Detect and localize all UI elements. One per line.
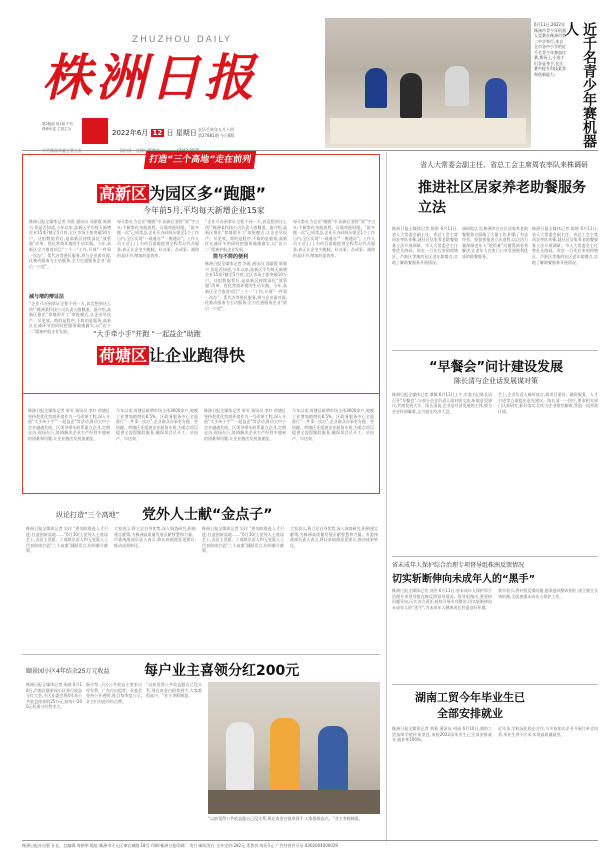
gaoxin-box xyxy=(22,154,380,394)
gaoxin-col4: 每天都在为企业“跑腿”中,高新区坚持“放”字当头,不断简化审批流程、压缩审批时限。“最多跑一次”已成常态,企业开办时间压缩至1个工作日内,全区实现“一网通办”“一窗通办”。工作人员主动上门,为项目落地提供全程帮办代办服务,真正让企业少跑腿、好办事、办成事。减掉的是环节,增加的是效率。 xyxy=(293,219,375,258)
warning-col1: 株洲日报全媒体记者 刘芳 6月11日,省未成年人保护综合治理专项督导组在株反馈督导情况。督导组指出,要坚持问题导向,压实各方责任,持续开展专项整治,切实斩断伸向未成年人的“黑手”,为未成年人健康成长营造良好环境。 xyxy=(392,588,492,610)
dividend-col2: 据介绍,小区公共收益主要来自停车费、广告位出租等。业委会坚持公开透明,账目每季度公示,业主们对此纷纷点赞。 xyxy=(86,682,142,704)
gaoxin-sub2: 简与不简的便利 xyxy=(213,254,249,260)
photo-figure-3 xyxy=(445,66,469,106)
gaoxin-col2: 每天都在为企业“跑腿”中,高新区坚持“放”字当头,不断简化审批流程、压缩审批时限。“最多跑一次”已成常态,企业开办时间压缩至1个工作日内,全区实现“一网通办”“一窗通办”。工作人员主动上门,为项目落地提供全程帮办代办服务,真正让企业少跑腿、好办事、办成事。减掉的是环节,增加的是效率。 xyxy=(117,219,199,258)
dinner-headline: “早餐会”问计建设发展 xyxy=(428,360,564,375)
date-month: 2022年6月 xyxy=(112,129,149,137)
hunan-headline: 湖南工贸今年毕业生已全部安排就业 xyxy=(415,691,525,720)
hetang-headline xyxy=(97,343,245,366)
aid-col2: 调研组认为,株洲市在社区居家养老助餐服务方面做了大量工作,积累了有益经验。要加快推进立法进程,以法治力量保障老年人“吃饭难”问题得到有效解决,让老年人在家门口享受到便利优质的助餐服务。 xyxy=(462,226,528,259)
gaoxin-headline-red: 高新区 xyxy=(99,184,148,203)
hetang-col3: 株洲日报全媒体记者 周芳 通讯员 李红 荷塘区坚持把优化营商环境作为一号改革工程,深入开展“大手牵小手”“一起益企”等活动,推动大中小企业融通发展。区领导带头联系重点企业,定期走访,现场办公,协调解决企业生产经营中遇到的困难和问题,让企业跑出发展加速度。 xyxy=(204,408,286,441)
dividend-col1: 株洲日报全媒体记者 朱晓 6月10日,芦淞区颐景园小区举行收益分红大会,小区业委会将4年来公共收益结余的25万元,按每户200元标准分红给业主。 xyxy=(26,682,82,710)
paper-name-cn: 株洲日报 xyxy=(42,48,258,107)
dividend-figure-2 xyxy=(270,718,300,794)
divider-dinner xyxy=(392,556,598,557)
dividend-table xyxy=(208,790,380,814)
aid-headline: 推进社区居家养老助餐服务立法 xyxy=(418,180,586,216)
warning-col2: 我市表示,将对照反馈问题,逐条逐项整改到位,建立健全长效机制,全面加强未成年人保护工作。 xyxy=(498,588,598,599)
gaoxin-col3b: 株洲日报全媒体记者 刘嘉 通讯员 刘淑霞 陈鼎兴 你是否知道,今年以来,高新区平均每天新增企业15家?截至5月底,全区市场主体突破10万户。这组数据背后,是高新区持续深化“放管服”改革、优化营商环境的生动实践。今年,高新区全力推进项目“三个一”工作,开展“一件事一次办”、帮代办等便民服务,将与企业面对面,化被动服务为主动服务,全力打通服务企业“最后一公里”。 xyxy=(205,261,287,311)
hetang-headline-red: 荷塘区 xyxy=(99,346,148,365)
photo-table xyxy=(330,118,526,144)
dividend-photo xyxy=(208,682,380,814)
gaoxin-headline-rest: 为园区多“跑腿” xyxy=(149,184,267,203)
hetang-headline-rest: 让企业跑得快 xyxy=(149,346,246,365)
robot-photo xyxy=(325,18,531,148)
gaoxin-col1b: “企业开办到拿证全程不到一天,真没想到这么快!”株洲某科技公司负责人感慨道。据介绍,高新区推出“拿地即开工”审批模式,让企业早投产、早见效。简的是程序,不简的是服务,高新区在减环节的同时把服务做细做实,以“店小二”精神护航企业发展。 xyxy=(29,301,111,334)
photo-figure-1 xyxy=(365,68,387,108)
aid-col1: 株洲日报全媒体记者 陈婷 6月11日,省人大常委会副主任、省总工会主席周农率队来株,就社区居家养老助餐服务立法开展调研。市人大常委会主任曾佐凡陪同。周农一行先后来到荷塘区、芦淞区等地的社区老年助餐点,实地了解助餐服务开展情况。 xyxy=(392,226,458,265)
dinner-col1: 株洲日报全媒体记者 谭敏 6月11日上午,市委书记陈长清召开“早餐会”,与部分企业负责人面对面交流,听取意见建议,共商发展大计。陈长清说,企业是经济发展的主体,要为企业纾困解难,全力稳住经济大盘。 xyxy=(392,392,492,414)
dividend-figure-1 xyxy=(226,722,254,792)
talents-col1: 株洲日报全媒体记者 吴玲 “要加快推进人才引进,打造创新高地……”6月10日,党外人士座谈会上,各民主党派、工商联负责人和无党派人士代表围绕打造“三个高地”踊跃发言,纷纷献计献策。 xyxy=(26,526,108,554)
issue-tag-small: 第2版展 第1版 中共株洲市委 主管主办 xyxy=(42,122,74,131)
dividend-photo-caption: “以前觉得公共收益跟自己没关系,现在真金白银拿到手,大家都很高兴。”业主李阿姨说。 xyxy=(208,816,363,821)
hetang-box-bottom xyxy=(22,394,380,494)
hetang-col4: 今年以来,荷塘区新增市场主体3000余户,规模工业增加值增长8.5%。区政务服务中心全面推行“一件事一次办”,企业群众办事更方便、更快捷。荷塘区还组建企业服务专班,为重点项目提供全流程跟踪服务,确保项目早开工、早投产、早达效。 xyxy=(292,408,374,441)
hetang-col1: 株洲日报全媒体记者 周芳 通讯员 李红 荷塘区坚持把优化营商环境作为一号改革工程,深入开展“大手牵小手”“一起益企”等活动,推动大中小企业融通发展。区领导带头联系重点企业,定期走访,现场办公,协调解决企业生产经营中遇到的困难和问题,让企业跑出发展加速度。 xyxy=(28,408,110,441)
dividend-kicker: 颐景园小区4年结余25万元收益 xyxy=(26,668,110,675)
talents-col3: 株洲日报全媒体记者 吴玲 “要加快推进人才引进,打造创新高地……”6月10日,党外人士座谈会上,各民主党派、工商联负责人和无党派人士代表围绕打造“三个高地”踊跃发言,纷纷献计献策。 xyxy=(202,526,284,554)
hunan-col1: 株洲日报全媒体记者 黄莉 通讯员 何丽 6月10日,湖南工贸技师学院传来消息,该校2022届毕业生已全部安排就业,就业率100%。 xyxy=(392,726,492,743)
gaoxin-banner xyxy=(144,151,257,169)
dinner-col2: 会上,企业负责人畅所欲言,就项目建设、融资服务、人才引进等方面提出意见建议。陈长清一一回应,要求相关部门认真研究,抓好落实,切实为企业排忧解难,营造一流营商环境。 xyxy=(498,392,598,414)
dinner-subtitle: 陈长清与企业话发展谋对策 xyxy=(454,377,538,385)
date-suffix: 日 xyxy=(166,129,174,137)
photo-headline: 近千名青少年赛机器人 xyxy=(563,22,597,148)
masthead xyxy=(22,18,322,146)
date-text xyxy=(112,128,197,138)
gaoxin-subtitle: 今年前5月,平均每天新增企业15家 xyxy=(143,206,265,215)
dividend-headline: 每户业主喜领分红200元 xyxy=(144,663,300,679)
dividend-figure-3 xyxy=(318,726,348,796)
gaoxin-col3: “企业开办到拿证全程不到一天,真没想到这么快!”株洲某科技公司负责人感慨道。据介绍,高新区推出“拿地即开工”审批模式,让企业早投产、早见效。简的是程序,不简的是服务,高新区在减环节的同时把服务做细做实,以“店小二”精神护航企业发展。 xyxy=(205,219,287,252)
hetang-col2: 今年以来,荷塘区新增市场主体3000余户,规模工业增加值增长8.5%。区政务服务中心全面推行“一件事一次办”,企业群众办事更方便、更快捷。荷塘区还组建企业服务专班,为重点项目提供全流程跟踪服务,确保项目早开工、早投产、早达效。 xyxy=(116,408,198,441)
footer-divider xyxy=(22,840,598,841)
talents-col2: 大家表示,将立足自身优势,深入调查研究,积极建言献策,为株洲高质量发展贡献智慧和力量。市委统战部负责人表示,将认真梳理意见建议,推动成果转化。 xyxy=(114,526,196,548)
gaoxin-headline xyxy=(97,181,266,204)
aid-col3: 株洲日报全媒体记者 陈婷 6月11日,省人大常委会副主任、省总工会主席周农率队来株,就社区居家养老助餐服务立法开展调研。市人大常委会主任曾佐凡陪同。周农一行先后来到荷塘区、芦淞区等地的社区老年助餐点,实地了解助餐服务开展情况。 xyxy=(532,226,598,265)
hetang-kicker: “大手牵小手”并跑 “一起益企”助跑 xyxy=(93,330,201,338)
talents-kicker: 纵论打造“三个高地” xyxy=(56,511,120,519)
photo-caption: 6月11日,2022年株洲市青少年机器人竞赛在株洲市第二中学举行,来自全市各中小学的近千名青少年参加比赛,赛场上,小选手们各显身手,在比赛中提升科技素养和创新能力。 xyxy=(534,22,566,77)
divider-warning xyxy=(392,684,598,685)
weekday: 星期日 xyxy=(175,129,197,137)
right-column-rule xyxy=(386,152,387,842)
gaoxin-col1: 株洲日报全媒体记者 刘嘉 通讯员 刘淑霞 陈鼎兴 你是否知道,今年以来,高新区平均每天新增企业15家?截至5月底,全区市场主体突破10万户。这组数据背后,是高新区持续深化“放管服”改革、优化营商环境的生动实践。今年,高新区全力推进项目“三个一”工作,开展“一件事一次办”、帮代办等便民服务,将与企业面对面,化被动服务为主动服务,全力打通服务企业“最后一公里”。 xyxy=(29,219,111,269)
talents-col4: 大家表示,将立足自身优势,深入调查研究,积极建言献策,为株洲高质量发展贡献智慧和力量。市委统战部负责人表示,将认真梳理意见建议,推动成果转化。 xyxy=(290,526,378,548)
hunan-col2: 近年来,学校深化校企合作,与多家知名企业开展订单式培养,毕业生供不应求,实现高质量就业。 xyxy=(498,726,598,737)
warning-kicker: 省未成年人保护综合治理专项督导组株洲反馈情况 xyxy=(392,562,525,569)
paper-name-en: ZHUZHOU DAILY xyxy=(132,35,232,45)
gaoxin-banner-text: 打造“三个高地”走在前列 xyxy=(148,155,252,165)
issue-line2: 第27881期 今日8版 xyxy=(198,133,235,138)
gaoxin-sub1: 减与増的辩证法 xyxy=(29,294,65,300)
divider-aid xyxy=(392,350,598,351)
photo-figure-2 xyxy=(400,73,422,118)
issue-line1: 农历壬寅年五月十四 xyxy=(198,127,234,132)
warning-headline: 切实斩断伸向未成年人的“黑手” xyxy=(392,574,536,585)
dividend-col3: “以前觉得公共收益跟自己没关系,现在真金白银拿到手,大家都很高兴。”业主李阿姨说。 xyxy=(146,682,202,699)
masthead-divider xyxy=(22,150,598,151)
aid-kicker: 省人大常委会副主任、省总工会主席周农率队来株调研 xyxy=(420,161,588,169)
footer-text: 株洲日报社出版 社长、总编辑:周朝华 地址:株洲市天元区神农城路 18号 印刷:株洲日报印刷厂 发行:邮局发行 全年定价:282元 零售价:每份1元 广告经营许可证:4302004000029 xyxy=(22,843,338,848)
talents-headline: 党外人士献“金点子” xyxy=(142,507,273,523)
photo-figure-4 xyxy=(485,78,507,120)
divider-talents xyxy=(22,654,380,655)
date-day: 12 xyxy=(152,129,163,137)
edition-box xyxy=(82,118,108,144)
